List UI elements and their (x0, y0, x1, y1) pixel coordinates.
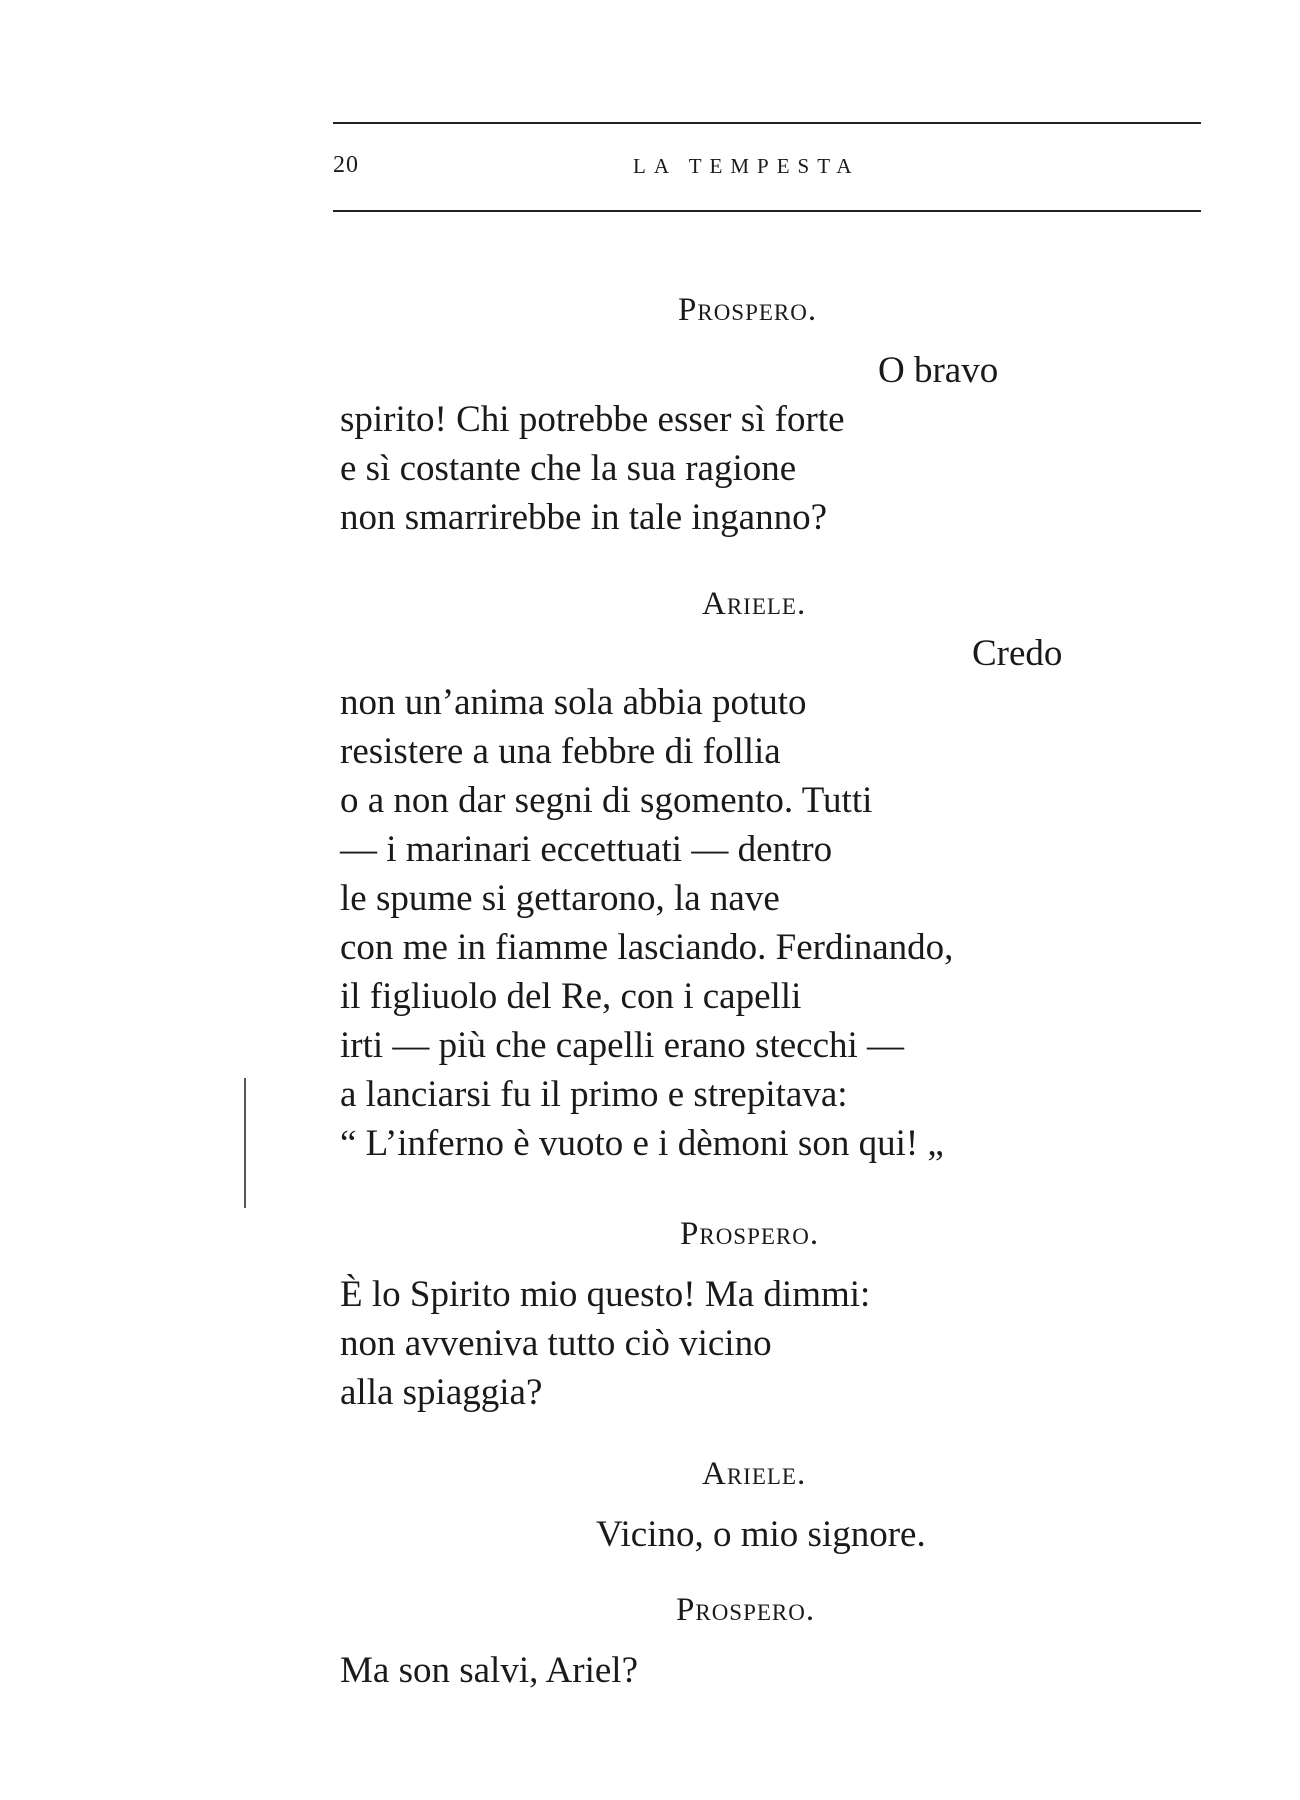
speaker-heading: Prospero. (678, 292, 818, 328)
verse-line: a lanciarsi fu il primo e strepitava: (340, 1074, 848, 1115)
verse-line: — i marinari eccettuati — dentro (340, 829, 833, 870)
verse-line: alla spiaggia? (340, 1372, 543, 1413)
verse-line: e sì costante che la sua ragione (340, 448, 797, 489)
verse-line: irti — più che capelli erano stecchi — (340, 1025, 905, 1066)
verse-block (340, 346, 998, 542)
verse-line: non un’anima sola abbia potuto (340, 682, 807, 723)
verse-line: O bravo (878, 350, 999, 391)
page-number: 20 (333, 152, 359, 178)
speaker-heading: Prospero. (680, 1216, 820, 1252)
speaker-heading: Ariele. (702, 586, 807, 622)
verse-line: le spume si gettarono, la nave (340, 878, 780, 919)
verse-line: È lo Spirito mio questo! Ma dimmi: (340, 1274, 871, 1315)
verse-line: Vicino, o mio signore. (596, 1514, 926, 1555)
verse-block (340, 1270, 870, 1417)
verse-line: non avveniva tutto ciò vicino (340, 1323, 772, 1364)
verse-line: “ L’inferno è vuoto e i dèmoni son qui! „ (340, 1123, 944, 1164)
header-rule-top (333, 122, 1201, 124)
verse-line: con me in fiamme lasciando. Ferdinando, (340, 927, 954, 968)
verse-line: Credo (972, 633, 1063, 674)
verse-line: spirito! Chi potrebbe esser sì forte (340, 399, 845, 440)
speaker-heading: Ariele. (702, 1456, 807, 1492)
verse-line: resistere a una febbre di follia (340, 731, 781, 772)
verse-line: Ma son salvi, Ariel? (340, 1650, 639, 1691)
speaker-heading: Prospero. (676, 1592, 816, 1628)
margin-mark (244, 1078, 246, 1208)
verse-line: non smarrirebbe in tale inganno? (340, 497, 827, 538)
verse-block (340, 1646, 638, 1695)
verse-block (340, 629, 1062, 1168)
running-header (333, 152, 1201, 188)
verse-line: o a non dar segni di sgomento. Tutti (340, 780, 873, 821)
verse-block (596, 1510, 926, 1559)
running-title: LA TEMPESTA (633, 154, 860, 178)
header-rule-bottom (333, 210, 1201, 212)
verse-line: il figliuolo del Re, con i capelli (340, 976, 802, 1017)
